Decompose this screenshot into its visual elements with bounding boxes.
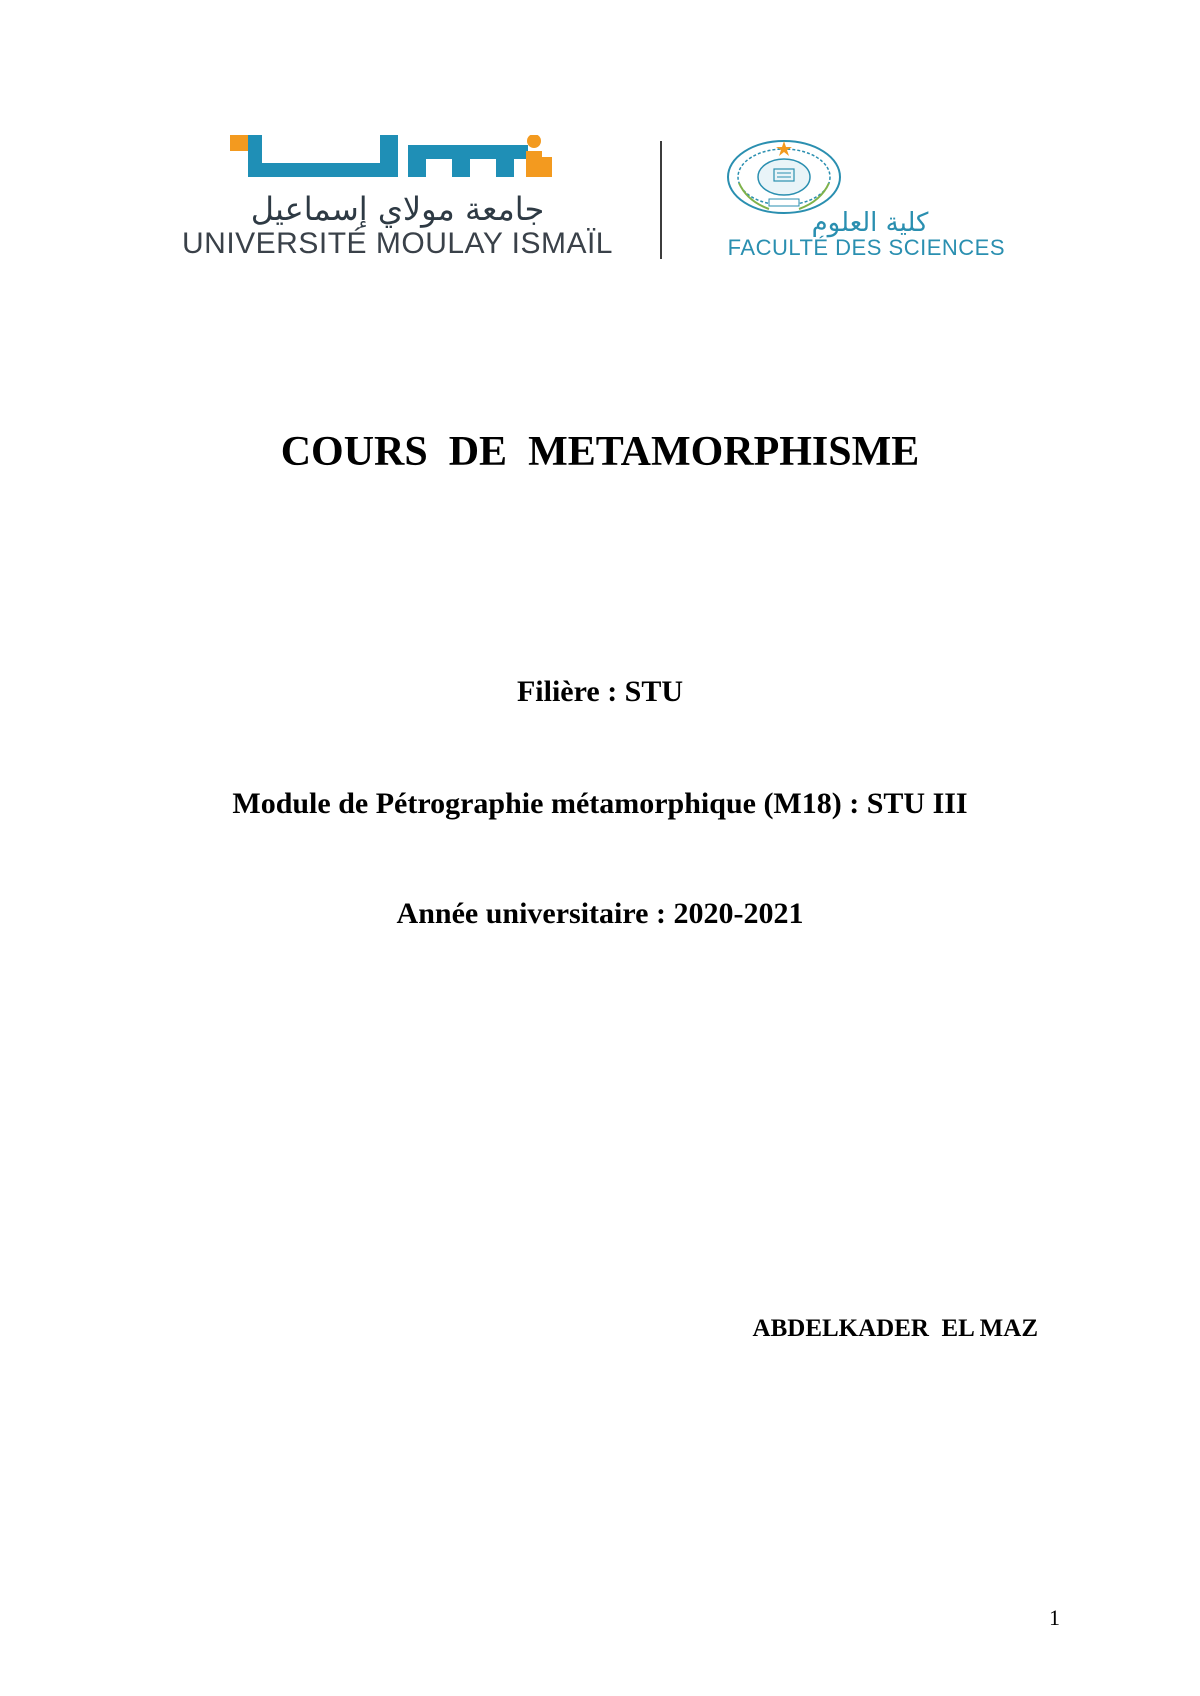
document-title: COURS DE METAMORPHISME [280,429,920,475]
faculty-arabic-name: كلية العلوم [811,208,929,238]
umi-logo-mark-icon [230,135,560,185]
faculty-latin-name: FACULTÉ DES SCIENCES [727,235,1005,260]
filiere-line: Filière : STU [516,675,684,708]
university-arabic-name: جامعة مولاي إسماعيل [250,190,545,228]
logo-divider [660,141,662,259]
academic-year-line: Année universitaire : 2020-2021 [396,897,804,930]
university-logo [175,135,620,265]
author-name: ABDELKADER EL MAZ [752,1315,1038,1342]
faculty-seal-icon [725,139,843,215]
module-line: Module de Pétrographie métamorphique (M18) : STU III [232,787,968,820]
faculty-logo [705,135,1005,265]
header-logos [175,135,1005,265]
page-number: 1 [1049,1605,1060,1630]
university-latin-name: UNIVERSITÉ MOULAY ISMAÏL [182,227,613,260]
